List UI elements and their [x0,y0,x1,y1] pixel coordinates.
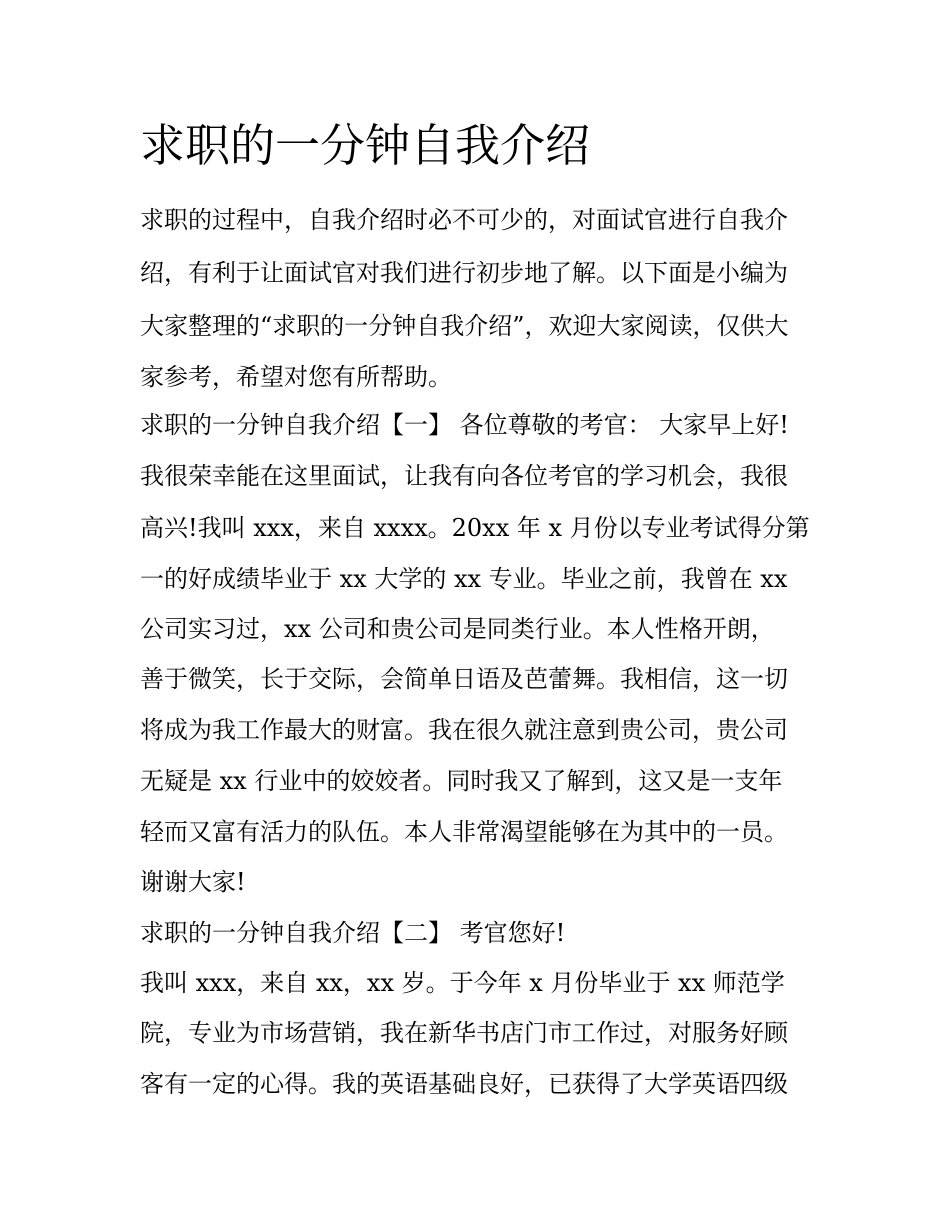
body-line-5: 求职的一分钟自我介绍【一】 各位尊敬的考官： 大家早上好! [140,411,789,439]
body-line-17: 院，专业为市场营销，我在新华书店门市工作过，对服务好顾 [140,1019,788,1047]
body-line-12: 无疑是 xx 行业中的姣姣者。同时我又了解到，这又是一支年 [140,767,783,795]
body-line-18: 客有一定的心得。我的英语基础良好，已获得了大学英语四级 [140,1070,788,1098]
body-line-8: 一的好成绩毕业于 xx 大学的 xx 专业。毕业之前，我曾在 xx [140,565,788,593]
body-line-16: 我叫 xxx，来自 xx，xx 岁。于今年 x 月份毕业于 xx 师范学 [140,969,785,997]
body-line-10: 善于微笑，长于交际，会简单日语及芭蕾舞。我相信，这一切 [140,665,788,693]
body-line-2: 绍，有利于让面试官对我们进行初步地了解。以下面是小编为 [140,259,788,287]
body-line-13: 轻而又富有活力的队伍。本人非常渴望能够在为其中的一员。 [140,818,788,846]
document-title: 求职的一分钟自我介绍 [140,119,591,172]
body-line-1: 求职的过程中，自我介绍时必不可少的，对面试官进行自我介 [140,206,788,234]
body-line-7: 高兴!我叫 xxx，来自 xxxx。20xx 年 x 月份以专业考试得分第 [140,514,810,542]
body-line-11: 将成为我工作最大的财富。我在很久就注意到贵公司，贵公司 [140,716,788,744]
body-line-14: 谢谢大家! [140,868,246,896]
body-line-4: 家参考，希望对您有所帮助。 [140,363,452,391]
body-line-6: 我很荣幸能在这里面试，让我有向各位考官的学习机会，我很 [140,462,788,490]
body-line-15: 求职的一分钟自我介绍【二】 考官您好! [140,919,566,947]
body-line-9: 公司实习过，xx 公司和贵公司是同类行业。本人性格开朗， [140,615,775,643]
body-line-3: 大家整理的“求职的一分钟自我介绍”，欢迎大家阅读，仅供大 [140,312,789,340]
